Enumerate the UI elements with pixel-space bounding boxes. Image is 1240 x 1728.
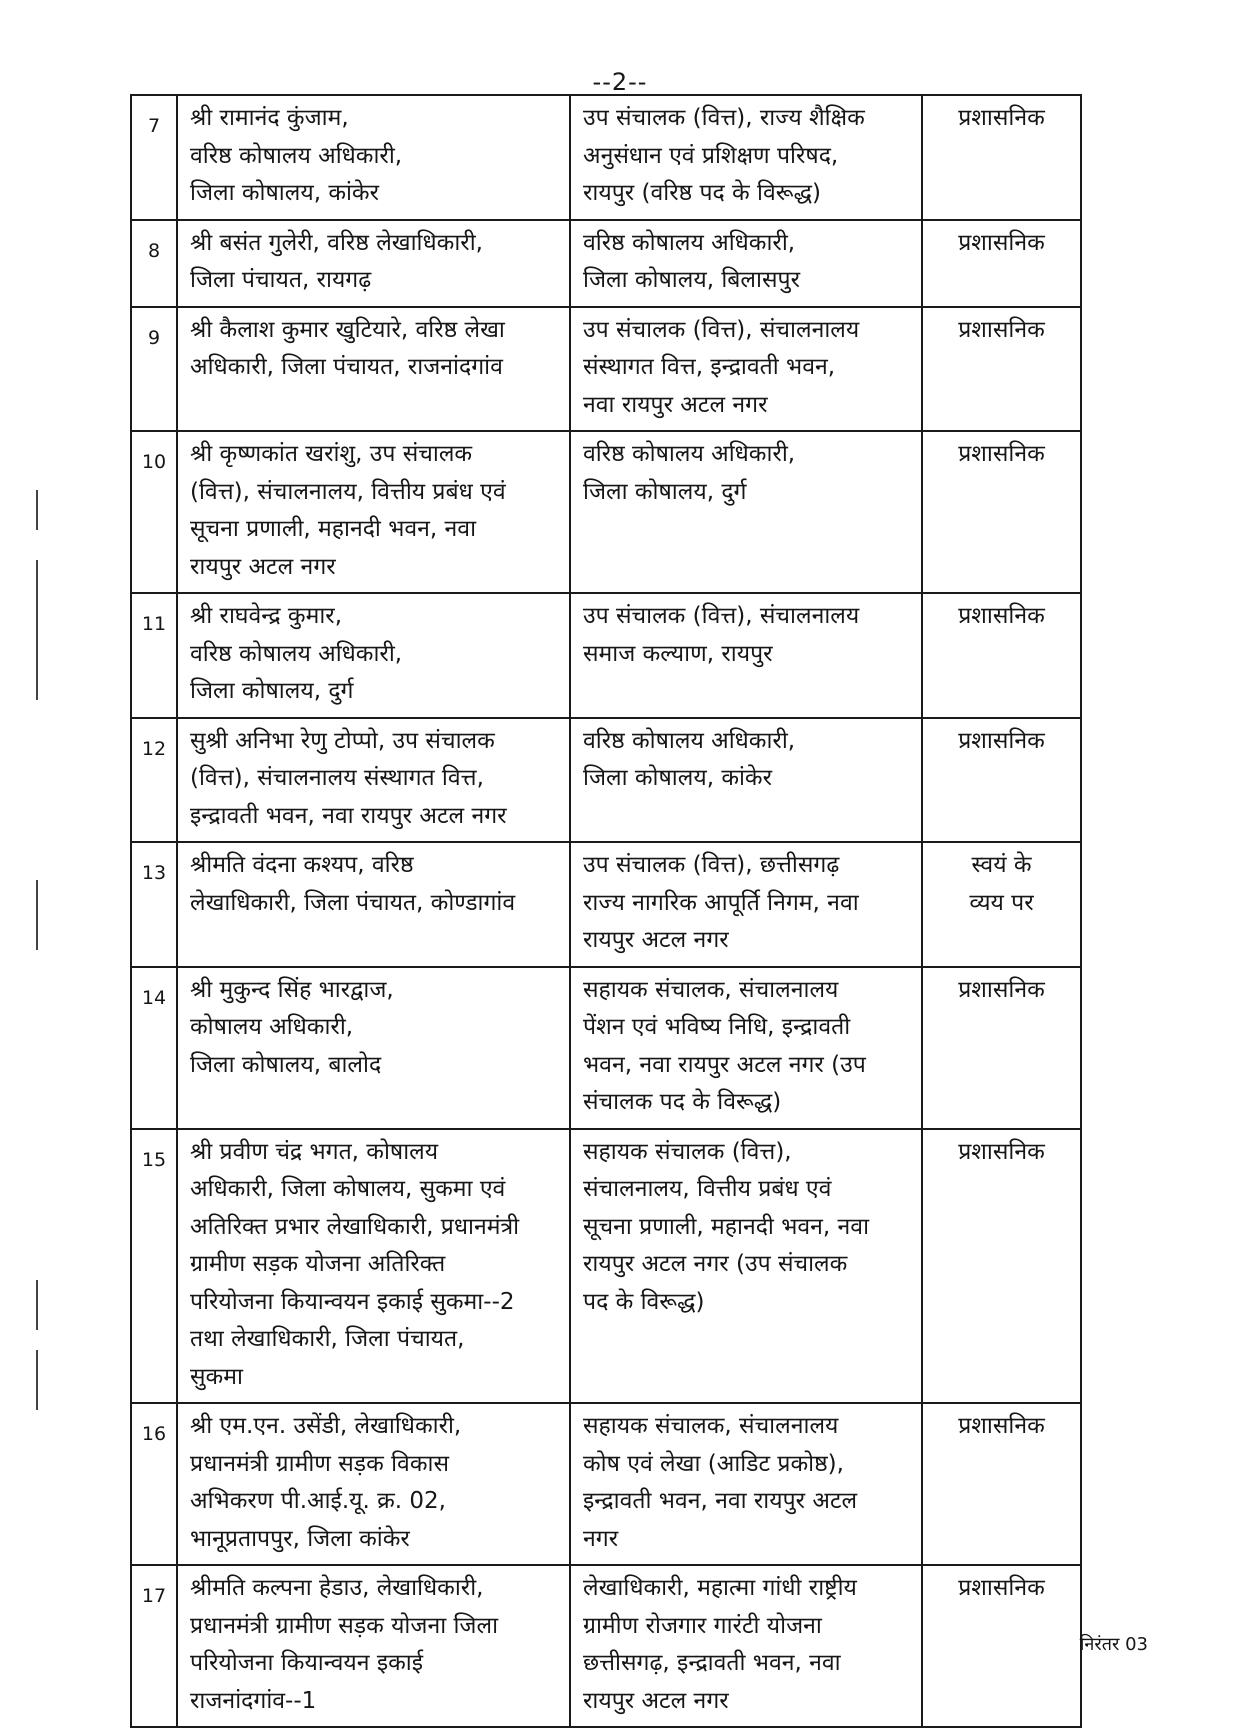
- officer-line: श्रीमति वंदना कश्यप, वरिष्ठ: [190, 852, 414, 878]
- officer-line: श्री राघवेन्द्र कुमार,: [190, 603, 343, 629]
- posting-line: सहायक संचालक, संचालनालय: [583, 976, 839, 1003]
- reason-line: प्रशासनिक: [958, 1138, 1045, 1165]
- transfer-reason-cell: [922, 718, 1081, 843]
- posting-line: जिला कोषालय, बिलासपुर: [583, 267, 800, 293]
- officer-line: तथा लेखाधिकारी, जिला पंचायत,: [190, 1326, 465, 1352]
- serial-number: 9: [131, 307, 177, 432]
- officer-line: जिला कोषालय, कांकेर: [190, 180, 380, 206]
- officer-line: (वित्त), संचालनालय संस्थागत वित्त,: [190, 765, 484, 791]
- posting-line: लेखाधिकारी, महात्मा गांधी राष्ट्रीय: [583, 1575, 857, 1601]
- officer-line: परियोजना कियान्वयन इकाई सुकमा--2: [190, 1288, 515, 1315]
- posting-line: उप संचालक (वित्त), संचालनालय: [583, 316, 860, 343]
- serial-number: 17: [131, 1565, 177, 1727]
- officer-line: श्री मुकुन्द सिंह भारद्वाज,: [190, 976, 394, 1003]
- officer-cell: [177, 307, 570, 432]
- posting-line: वरिष्ठ कोषालय अधिकारी,: [583, 727, 796, 754]
- reason-line: प्रशासनिक: [958, 603, 1045, 629]
- officer-cell: [177, 1129, 570, 1404]
- table-row: [131, 1565, 1081, 1727]
- new-posting-cell: [570, 1565, 922, 1727]
- transfer-reason-cell: [922, 842, 1081, 967]
- reason-line: प्रशासनिक: [958, 976, 1045, 1003]
- posting-line: उप संचालक (वित्त), छत्तीसगढ़: [583, 852, 840, 878]
- posting-line: पेंशन एवं भविष्य निधि, इन्द्रावती: [583, 1014, 851, 1040]
- new-posting-cell: [570, 95, 922, 220]
- reason-line: प्रशासनिक: [958, 727, 1045, 754]
- officer-line: प्रधानमंत्री ग्रामीण सड़क योजना जिला: [190, 1612, 499, 1639]
- officer-line: वरिष्ठ कोषालय अधिकारी,: [190, 142, 403, 169]
- new-posting-cell: [570, 718, 922, 843]
- transfer-reason-cell: [922, 1403, 1081, 1565]
- transfer-reason-cell: [922, 307, 1081, 432]
- serial-number: 7: [131, 95, 177, 220]
- scan-margin-mark: [36, 560, 38, 700]
- officer-line: ग्रामीण सड़क योजना अतिरिक्त: [190, 1251, 446, 1277]
- posting-line: सहायक संचालक, संचालनालय: [583, 1413, 839, 1439]
- new-posting-cell: [570, 431, 922, 593]
- officer-line: श्री कृष्णकांत खरांशु, उप संचालक: [190, 441, 473, 467]
- posting-line: वरिष्ठ कोषालय अधिकारी,: [583, 229, 796, 256]
- officer-cell: [177, 718, 570, 843]
- posting-line: रायपुर (वरिष्ठ पद के विरूद्ध): [583, 180, 821, 206]
- posting-line: नगर: [583, 1525, 619, 1552]
- reason-line: प्रशासनिक: [958, 316, 1045, 343]
- table-row: [131, 1129, 1081, 1404]
- serial-number: 15: [131, 1129, 177, 1404]
- serial-number: 16: [131, 1403, 177, 1565]
- officer-line: सुश्री अनिभा रेणु टोप्पो, उप संचालक: [190, 727, 495, 754]
- officer-line: वरिष्ठ कोषालय अधिकारी,: [190, 640, 403, 667]
- new-posting-cell: [570, 842, 922, 967]
- officer-line: लेखाधिकारी, जिला पंचायत, कोण्डागांव: [190, 889, 516, 916]
- officer-line: श्री एम.एन. उसेंडी, लेखाधिकारी,: [190, 1413, 462, 1439]
- table-row: [131, 842, 1081, 967]
- officer-line: भानूप्रतापपुर, जिला कांकेर: [190, 1525, 410, 1552]
- transfer-reason-cell: [922, 967, 1081, 1129]
- serial-number: 10: [131, 431, 177, 593]
- transfer-reason-cell: [922, 431, 1081, 593]
- officer-line: कोषालय अधिकारी,: [190, 1014, 354, 1040]
- table-row: [131, 95, 1081, 220]
- reason-line: प्रशासनिक: [958, 105, 1045, 131]
- officer-line: अभिकरण पी.आई.यू. क्र. 02,: [190, 1488, 446, 1514]
- new-posting-cell: [570, 220, 922, 307]
- table-row: [131, 718, 1081, 843]
- new-posting-cell: [570, 1403, 922, 1565]
- serial-number: 14: [131, 967, 177, 1129]
- reason-line: प्रशासनिक: [958, 1413, 1045, 1439]
- officer-line: अधिकारी, जिला पंचायत, राजनांदगांव: [190, 354, 503, 380]
- new-posting-cell: [570, 1129, 922, 1404]
- officer-line: श्री कैलाश कुमार खुटियारे, वरिष्ठ लेखा: [190, 316, 505, 343]
- officer-line: श्री बसंत गुलेरी, वरिष्ठ लेखाधिकारी,: [190, 229, 483, 256]
- officer-cell: [177, 431, 570, 593]
- scan-margin-mark: [36, 880, 38, 950]
- posting-line: अनुसंधान एवं प्रशिक्षण परिषद,: [583, 142, 839, 169]
- officer-line: सुकमा: [190, 1363, 243, 1390]
- posting-line: जिला कोषालय, कांकेर: [583, 765, 773, 791]
- officer-line: जिला कोषालय, दुर्ग: [190, 678, 354, 704]
- reason-line: स्वयं के: [971, 852, 1032, 878]
- posting-line: रायपुर अटल नगर (उप संचालक: [583, 1251, 848, 1277]
- serial-number: 13: [131, 842, 177, 967]
- posting-line: राज्य नागरिक आपूर्ति निगम, नवा: [583, 889, 859, 916]
- officer-line: प्रधानमंत्री ग्रामीण सड़क विकास: [190, 1450, 449, 1477]
- transfer-reason-cell: [922, 593, 1081, 718]
- posting-line: रायपुर अटल नगर: [583, 1687, 729, 1714]
- scan-margin-mark: [36, 490, 38, 530]
- posting-line: संचालक पद के विरूद्ध): [583, 1089, 782, 1115]
- officer-line: श्री प्रवीण चंद्र भगत, कोषालय: [190, 1138, 439, 1165]
- officer-cell: [177, 1403, 570, 1565]
- reason-line: प्रशासनिक: [958, 1575, 1045, 1601]
- transfer-reason-cell: [922, 95, 1081, 220]
- new-posting-cell: [570, 307, 922, 432]
- posting-line: वरिष्ठ कोषालय अधिकारी,: [583, 441, 796, 467]
- officer-cell: [177, 842, 570, 967]
- posting-line: संस्थागत वित्त, इन्द्रावती भवन,: [583, 354, 836, 380]
- officer-line: अतिरिक्त प्रभार लेखाधिकारी, प्रधानमंत्री: [190, 1213, 520, 1240]
- posting-line: भवन, नवा रायपुर अटल नगर (उप: [583, 1051, 866, 1078]
- new-posting-cell: [570, 593, 922, 718]
- officer-line: इन्द्रावती भवन, नवा रायपुर अटल नगर: [190, 802, 507, 829]
- officer-line: रायपुर अटल नगर: [190, 553, 336, 580]
- posting-line: सूचना प्रणाली, महानदी भवन, नवा: [583, 1213, 870, 1240]
- new-posting-cell: [570, 967, 922, 1129]
- posting-line: छत्तीसगढ़, इन्द्रावती भवन, नवा: [583, 1650, 841, 1676]
- posting-line: सहायक संचालक (वित्त),: [583, 1138, 792, 1165]
- transfer-order-table: [130, 94, 1082, 1728]
- transfer-reason-cell: [922, 1565, 1081, 1727]
- officer-line: श्री रामानंद कुंजाम,: [190, 105, 349, 131]
- reason-line: व्यय पर: [969, 889, 1034, 916]
- table-body: [131, 95, 1081, 1727]
- table-row: [131, 967, 1081, 1129]
- officer-line: श्रीमति कल्पना हेडाउ, लेखाधिकारी,: [190, 1575, 484, 1601]
- officer-cell: [177, 593, 570, 718]
- officer-line: अधिकारी, जिला कोषालय, सुकमा एवं: [190, 1176, 506, 1202]
- serial-number: 8: [131, 220, 177, 307]
- posting-line: उप संचालक (वित्त), संचालनालय: [583, 603, 860, 629]
- serial-number: 11: [131, 593, 177, 718]
- serial-number: 12: [131, 718, 177, 843]
- officer-line: राजनांदगांव--1: [190, 1687, 317, 1714]
- posting-line: इन्द्रावती भवन, नवा रायपुर अटल: [583, 1488, 858, 1514]
- posting-line: कोष एवं लेखा (आडिट प्रकोष्ठ),: [583, 1450, 844, 1477]
- officer-line: सूचना प्रणाली, महानदी भवन, नवा: [190, 516, 477, 542]
- table-row: [131, 220, 1081, 307]
- posting-line: रायपुर अटल नगर: [583, 927, 729, 953]
- posting-line: संचालनालय, वित्तीय प्रबंध एवं: [583, 1176, 832, 1202]
- table-row: [131, 593, 1081, 718]
- officer-line: जिला पंचायत, रायगढ़: [190, 267, 372, 293]
- reason-line: प्रशासनिक: [958, 441, 1045, 467]
- officer-cell: [177, 220, 570, 307]
- table-row: [131, 431, 1081, 593]
- posting-line: ग्रामीण रोजगार गारंटी योजना: [583, 1612, 822, 1639]
- table-row: [131, 1403, 1081, 1565]
- officer-line: जिला कोषालय, बालोद: [190, 1051, 382, 1078]
- table-row: [131, 307, 1081, 432]
- transfer-reason-cell: [922, 220, 1081, 307]
- posting-line: उप संचालक (वित्त), राज्य शैक्षिक: [583, 105, 865, 131]
- reason-line: प्रशासनिक: [958, 229, 1045, 256]
- transfer-reason-cell: [922, 1129, 1081, 1404]
- officer-cell: [177, 967, 570, 1129]
- posting-line: समाज कल्याण, रायपुर: [583, 640, 773, 667]
- posting-line: जिला कोषालय, दुर्ग: [583, 478, 747, 505]
- scan-margin-mark: [36, 1280, 38, 1330]
- officer-line: (वित्त), संचालनालय, वित्तीय प्रबंध एवं: [190, 478, 506, 505]
- posting-line: पद के विरूद्ध): [583, 1288, 705, 1315]
- officer-cell: [177, 95, 570, 220]
- posting-line: नवा रायपुर अटल नगर: [583, 391, 768, 418]
- scan-margin-mark: [36, 1350, 38, 1410]
- officer-cell: [177, 1565, 570, 1727]
- officer-line: परियोजना कियान्वयन इकाई: [190, 1650, 424, 1676]
- continued-note: निरंतर 03: [1079, 1634, 1148, 1655]
- page-number: --2--: [592, 68, 648, 96]
